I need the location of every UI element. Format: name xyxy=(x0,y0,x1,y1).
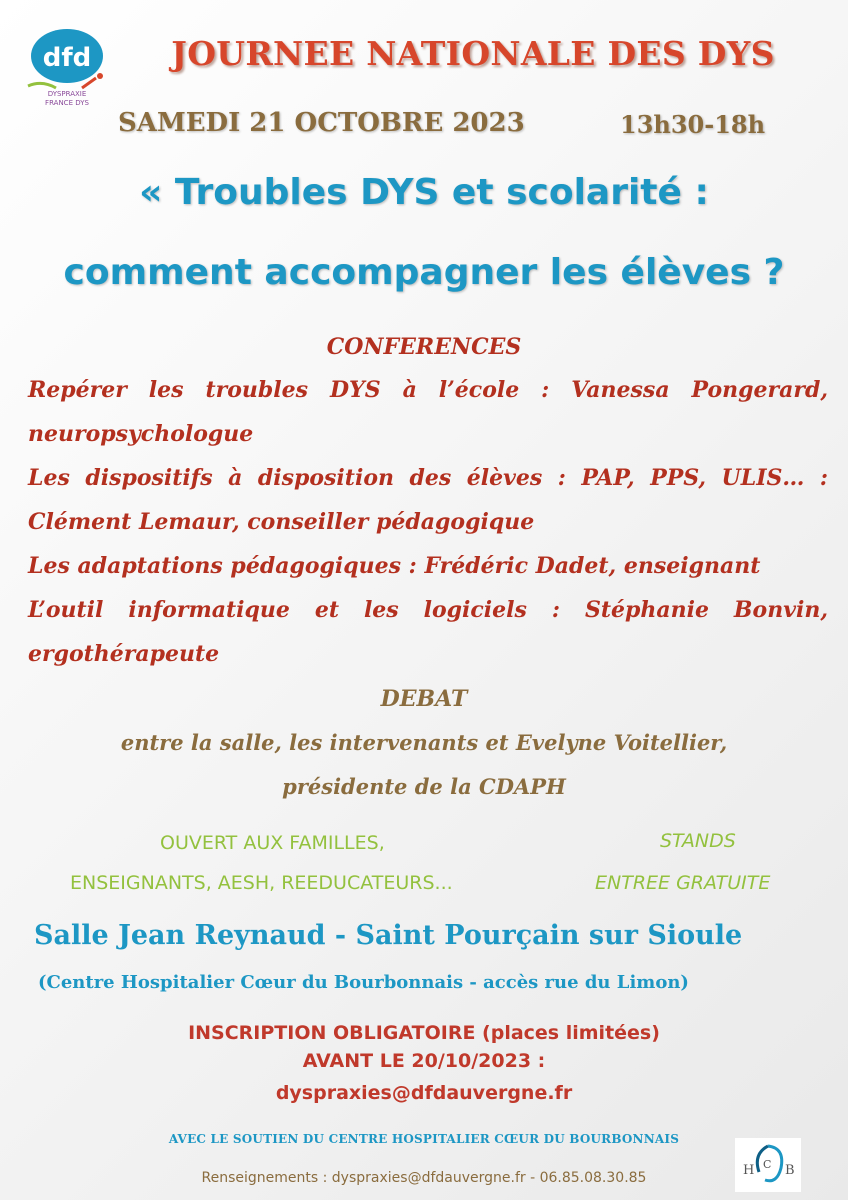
event-date: SAMEDI 21 OCTOBRE 2023 xyxy=(118,108,525,138)
svg-text:DYSPRAXIE: DYSPRAXIE xyxy=(47,90,87,98)
svg-text:B: B xyxy=(785,1163,795,1178)
svg-text:dfd: dfd xyxy=(42,43,92,73)
conference-item: L’outil informatique et les logiciels : Stéphanie Bonvin, ergothérapeute xyxy=(28,597,828,667)
venue-detail: (Centre Hospitalier Cœur du Bourbonnais - accès rue du Limon) xyxy=(38,972,689,993)
debat-line-1: entre la salle, les intervenants et Evelyne Voitellier, xyxy=(120,730,728,755)
conferences-heading: CONFERENCES xyxy=(326,334,522,360)
conference-item: Les adaptations pédagogiques : Frédéric Dadet, enseignant xyxy=(28,553,761,579)
registration-line-1: INSCRIPTION OBLIGATOIRE (places limitées) xyxy=(188,1022,660,1044)
conference-item: Repérer les troubles DYS à l’école : Vanessa Pongerard, neuropsychologue xyxy=(28,377,828,447)
open-to-line-2: ENSEIGNANTS, AESH, REEDUCATEURS... xyxy=(70,872,453,894)
debat-heading: DEBAT xyxy=(380,686,468,712)
free-entry-label: ENTREE GRATUITE xyxy=(595,872,771,894)
svg-text:C: C xyxy=(763,1158,772,1171)
hcb-logo xyxy=(735,1138,801,1192)
conference-item: Les dispositifs à disposition des élèves : PAP, PPS, ULIS… : Clément Lemaur, conseiller pédagogique xyxy=(28,465,828,535)
open-to-line-1: OUVERT AUX FAMILLES, xyxy=(160,832,385,854)
dfd-logo xyxy=(22,28,112,110)
svg-text:FRANCE DYS: FRANCE DYS xyxy=(45,99,89,107)
support-notice: AVEC LE SOUTIEN DU CENTRE HOSPITALIER CŒUR DU BOURBONNAIS xyxy=(168,1132,680,1146)
svg-text:H: H xyxy=(743,1163,755,1178)
stands-label: STANDS xyxy=(660,830,736,852)
event-hours: 13h30-18h xyxy=(620,110,766,139)
theme-line-1: « Troubles DYS et scolarité : xyxy=(139,172,709,213)
registration-email[interactable]: dyspraxies@dfdauvergne.fr xyxy=(275,1082,573,1104)
theme-line-2: comment accompagner les élèves ? xyxy=(63,252,785,293)
registration-line-2: AVANT LE 20/10/2023 : xyxy=(302,1050,546,1072)
venue-name: Salle Jean Reynaud - Saint Pourçain sur Sioule xyxy=(34,920,743,951)
debat-line-2: présidente de la CDAPH xyxy=(282,774,566,799)
event-title: JOURNEE NATIONALE DES DYS xyxy=(171,34,775,73)
contact-footer: Renseignements : dyspraxies@dfdauvergne.fr - 06.85.08.30.85 xyxy=(201,1170,647,1186)
